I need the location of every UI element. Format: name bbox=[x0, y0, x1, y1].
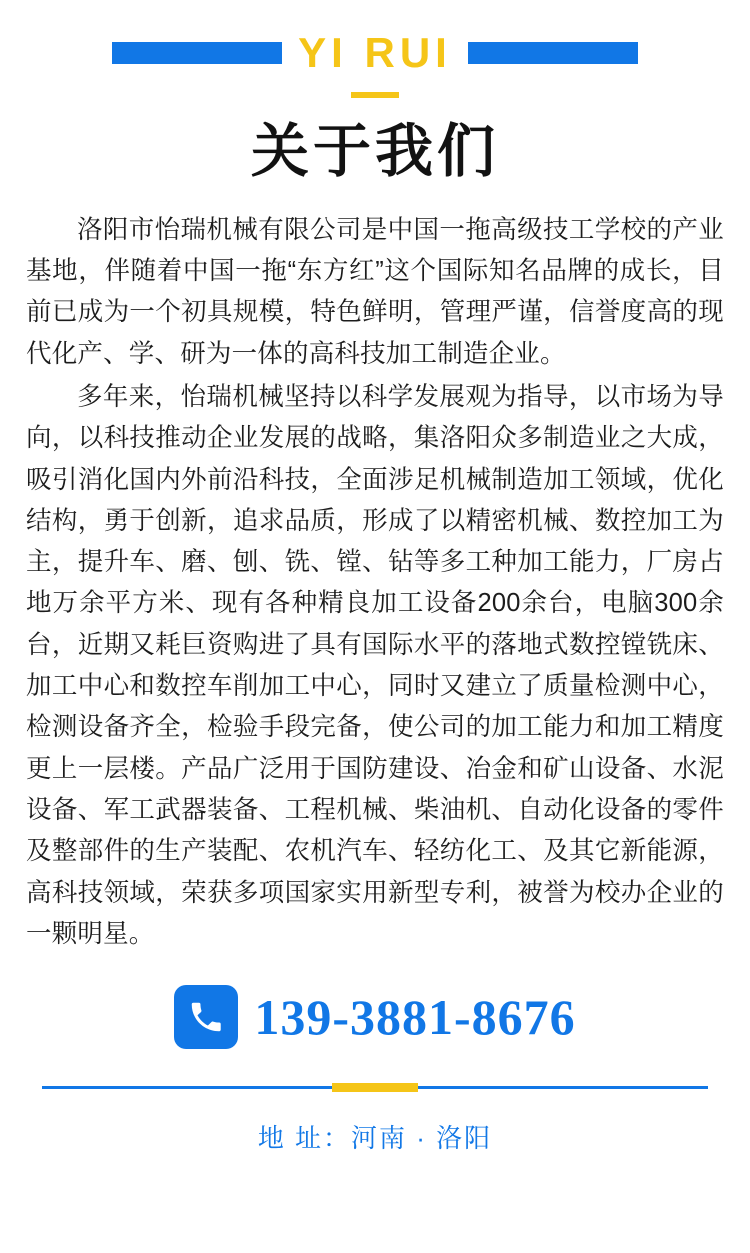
contact-phone-row[interactable] bbox=[0, 985, 750, 1049]
phone-icon bbox=[174, 985, 238, 1049]
footer-rule-center bbox=[332, 1083, 418, 1092]
footer-rule-right bbox=[418, 1086, 708, 1089]
about-paragraph-1: 洛阳市怡瑞机械有限公司是中国一拖高级技工学校的产业基地，伴随着中国一拖“东方红”这个国际知名品牌的成长，目前已成为一个初具规模，特色鲜明，管理严谨，信誉度高的现代化产、学、研为一体的高科技加工制造企业。 bbox=[26, 215, 724, 368]
brand-rule-left bbox=[112, 42, 282, 64]
footer-divider bbox=[0, 1083, 750, 1092]
about-body bbox=[26, 210, 724, 955]
brand-header bbox=[0, 28, 750, 78]
brand-name: YI RUI bbox=[298, 29, 452, 76]
phone-number[interactable]: 139-3881-8676 bbox=[254, 989, 576, 1046]
brand-underline bbox=[351, 92, 399, 98]
brand-rule-right bbox=[468, 42, 638, 64]
footer-rule-left bbox=[42, 1086, 332, 1089]
about-us-poster bbox=[0, 28, 750, 1253]
page-title: 关于我们 bbox=[250, 119, 499, 184]
footer-address: 地 址：河南 · 洛阳 bbox=[257, 1123, 493, 1154]
about-paragraph-2: 多年来，怡瑞机械坚持以科学发展观为指导，以市场为导向，以科技推动企业发展的战略，集洛阳众多制造业之大成，吸引消化国内外前沿科技，全面涉足机械制造加工领域，优化结构，勇于创新，追求品质，形成了以精密机械、数控加工为主，提升车、磨、刨、铣、镗、钻等多工种加工能力，厂房占地万余平方米、现有各种精良加工设备200余台，电脑300余台，近期又耗巨资购进了具有国际水平的落地式数控镗铣床、加工中心和数控车削加工中心，同时又建立了质量检测中心，检测设备齐全，检验手段完备，使公司的加工能力和加工精度更上一层楼。产品广泛用于国防建设、冶金和矿山设备、水泥设备、军工武器装备、工程机械、柴油机、自动化设备的零件及整部件的生产装配、农机汽车、轻纺化工、及其它新能源，高科技领域，荣获多项国家实用新型专利，被誉为校办企业的一颗明星。 bbox=[26, 382, 724, 948]
